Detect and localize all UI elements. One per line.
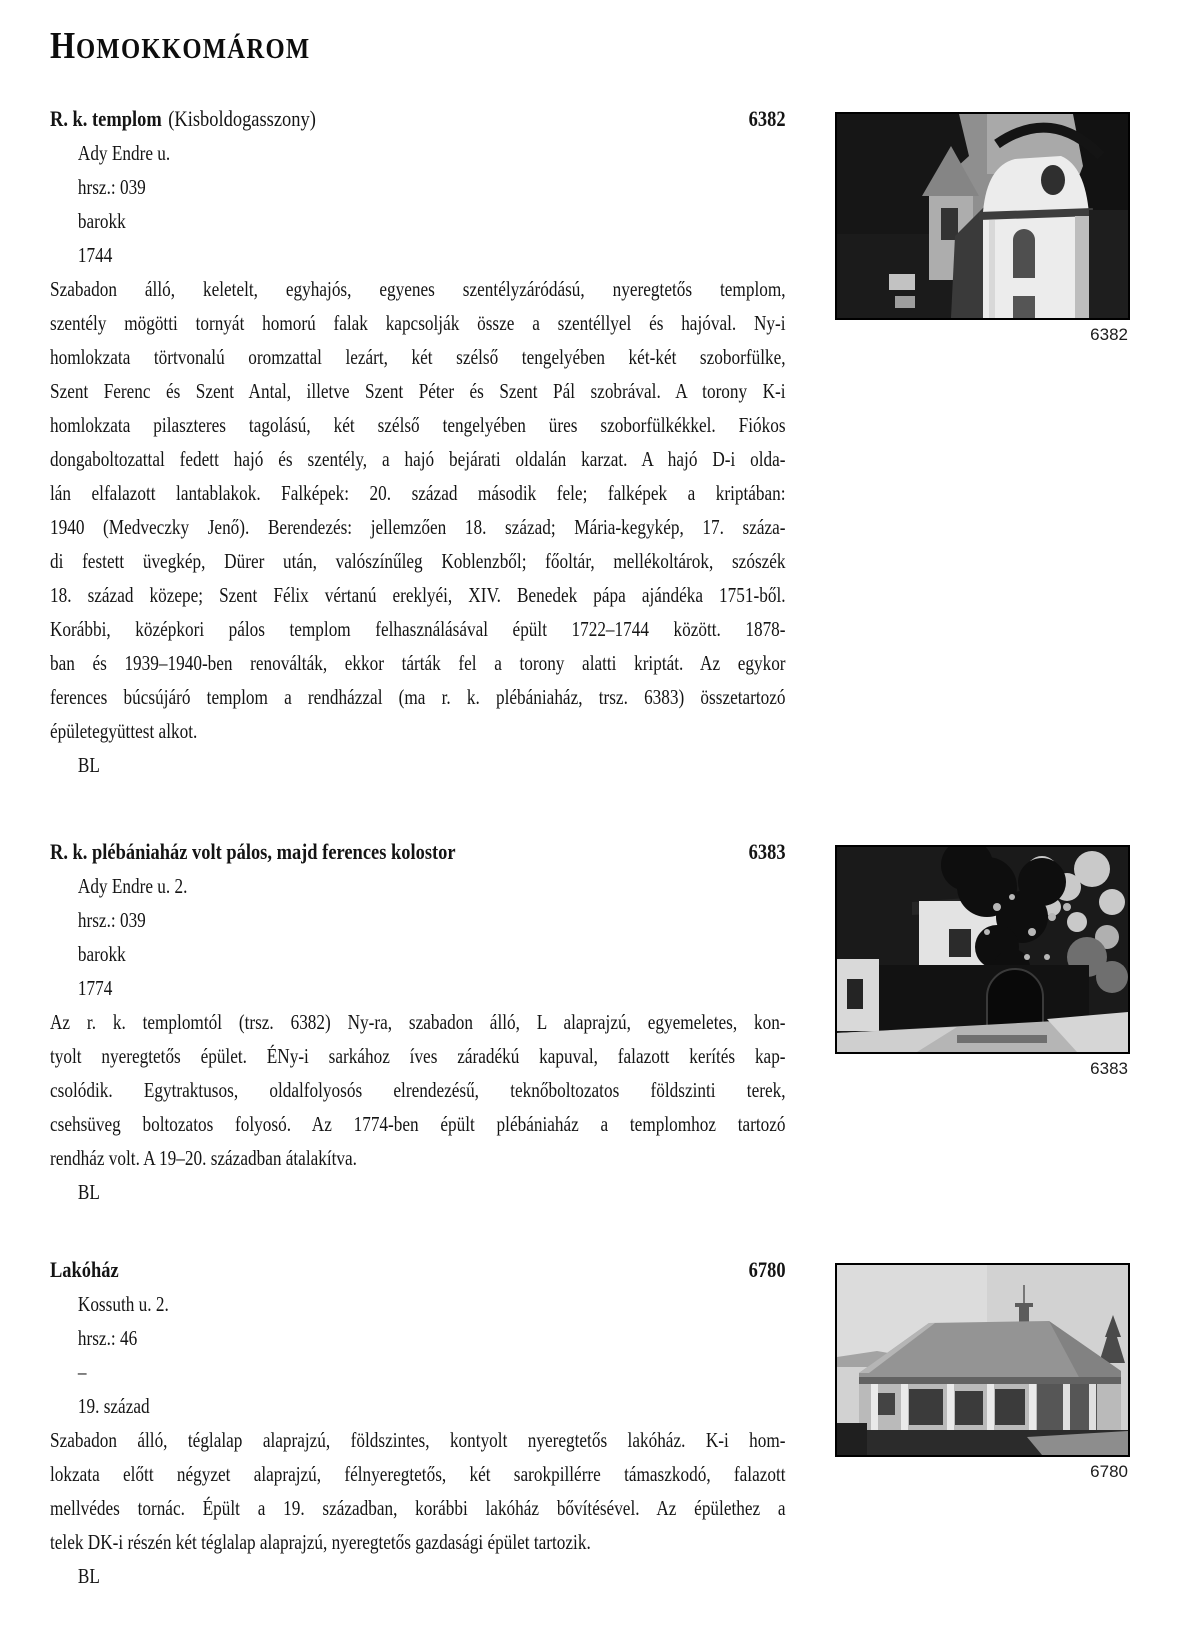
entry-date: 1774 <box>77 976 113 1000</box>
description-line: lán elfalazott lantablakok. Falképek: 20. század második fele; falképek a kriptában: <box>50 481 786 505</box>
description-line: Az r. k. templomtól (trsz. 6382) Ny-ra, szabadon álló, L alaprajzú, egyemeletes, kon- <box>50 1010 786 1034</box>
church-photo-image <box>835 112 1130 320</box>
entry-qualifier: (Kisboldogasszony) <box>168 106 316 131</box>
entry-signature: BL <box>77 1564 100 1588</box>
photo-6780 <box>835 1263 1130 1482</box>
description-line: szentély mögötti tornyát homorú falak kapcsolják össze a szentéllyel és hajóval. Ny-i <box>50 311 786 335</box>
entry-number: 6383 <box>748 839 786 864</box>
entry-header <box>50 835 786 869</box>
description-line: csehsüveg boltozatos folyosó. Az 1774-ben épült plébániaház a templomhoz tartozó <box>50 1112 786 1136</box>
page-title-initial: H <box>50 25 76 67</box>
entry-address: Kossuth u. 2. <box>77 1292 169 1316</box>
entry-6780 <box>50 1253 786 1593</box>
photo-caption: 6382 <box>1090 325 1128 344</box>
description-line: csolódik. Egytraktusos, oldalfolyosós elrendezésű, teknőboltozatos földszinti terek, <box>50 1078 786 1102</box>
entry-header <box>50 102 786 136</box>
entry-number: 6780 <box>748 1257 786 1282</box>
entry-parcel-number: hrsz.: 46 <box>77 1326 138 1350</box>
entry-signature: BL <box>77 1180 100 1204</box>
description-line: homlokzata törtvonalú oromzattal lezárt, két szélső tengelyében két-két szoborfülke, <box>50 345 786 369</box>
photo-caption: 6383 <box>1090 1059 1128 1078</box>
entry-number: 6382 <box>748 106 786 131</box>
description-line: ferences búcsújáró templom a rendházzal (ma r. k. plébániaház, trsz. 6383) összetartozó <box>50 685 786 709</box>
photo-caption: 6780 <box>1090 1462 1128 1481</box>
photo-6383 <box>835 845 1130 1079</box>
description-line: di festett üvegkép, Dürer után, valószínűleg Koblenzből; főoltár, mellékoltárok, szószék <box>50 549 786 573</box>
entry-style: – <box>77 1360 87 1384</box>
description-line: telek DK-i részén két téglalap alaprajzú, nyeregtetős gazdasági épület tartozik. <box>50 1530 591 1554</box>
entry-style: barokk <box>77 209 126 233</box>
entry-style: barokk <box>77 942 126 966</box>
entry-header <box>50 1253 786 1287</box>
description-line: 18. század közepe; Szent Félix vértanú ereklyéi, XIV. Benedek pápa ajándéka 1751-ből. <box>50 583 786 607</box>
entry-address: Ady Endre u. <box>77 141 171 165</box>
entry-date: 19. század <box>77 1394 150 1418</box>
description-line: épületegyüttest alkot. <box>50 719 198 743</box>
page-title-rest: OMOKKOMÁROM <box>75 33 311 65</box>
entry-6383 <box>50 835 786 1209</box>
dwelling-house-photo-image <box>835 1263 1130 1457</box>
description-line: rendház volt. A 19–20. században átalakítva. <box>50 1146 357 1170</box>
description-line: mellvédes tornác. Épült a 19. században, korábbi lakóház bővítésével. Az épülethez a <box>50 1496 786 1520</box>
entry-signature: BL <box>77 753 100 777</box>
description-line: tyolt nyeregtetős épület. ÉNy-i sarkához íves záradékú kapuval, falazott kerítés kap- <box>50 1044 786 1068</box>
description-line: Korábbi, középkori pálos templom felhasználásával épült 1722–1744 között. 1878- <box>50 617 786 641</box>
entry-name: Lakóház <box>50 1257 119 1282</box>
description-line: homlokzata pilaszteres tagolású, két szélső tengelyében üres szoborfülkékkel. Fiókos <box>50 413 786 437</box>
entry-date: 1744 <box>77 243 113 267</box>
entry-name: R. k. plébániaház volt pálos, majd ferences kolostor <box>50 839 456 864</box>
entry-name: R. k. templom <box>50 106 162 131</box>
description-line: Szabadon álló, téglalap alaprajzú, földszintes, kontyolt nyeregtetős lakóház. K-i hom- <box>50 1428 786 1452</box>
photo-6382 <box>835 112 1130 345</box>
description-line: dongaboltozattal fedett hajó és szentély, a hajó bejárati oldalán karzat. A hajó D-i olda- <box>50 447 786 471</box>
description-line: Szabadon álló, keletelt, egyhajós, egyenes szentélyzáródású, nyeregtetős templom, <box>50 277 786 301</box>
entry-parcel-number: hrsz.: 039 <box>77 175 146 199</box>
entry-parcel-number: hrsz.: 039 <box>77 908 146 932</box>
description-line: lokzata előtt négyzet alaprajzú, félnyeregtetős, két sarokpillérre támaszkodó, falazott <box>50 1462 786 1486</box>
entry-6382 <box>50 102 786 782</box>
description-line: ban és 1939–1940-ben renoválták, ekkor tárták fel a torony alatti kriptát. Az egykor <box>50 651 786 675</box>
page-title <box>50 24 310 68</box>
parish-house-photo-image <box>835 845 1130 1054</box>
description-line: Szent Ferenc és Szent Antal, illetve Szent Péter és Szent Pál szobrával. A torony K-i <box>50 379 786 403</box>
description-line: 1940 (Medveczky Jenő). Berendezés: jellemzően 18. század; Mária-kegykép, 17. száza- <box>50 515 786 539</box>
entry-address: Ady Endre u. 2. <box>77 874 188 898</box>
